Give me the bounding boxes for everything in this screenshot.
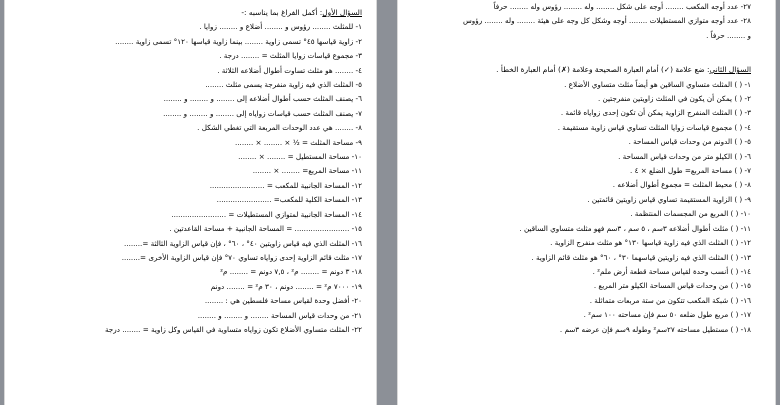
fill-item: ٦- يصنف المثلث حسب أطوال أضلاعه إلى ........ و ........ و ........	[163, 94, 362, 104]
fill-item: ٧- يصنف المثلث حسب قياسات زواياه إلى ........ و ........ و ........	[163, 108, 362, 118]
fill-item: ١٦- المثلث الذي فيه قياس زاويتين ٤٠° ، ٦٠° ، فإن قياس الزاوية الثالثة =........	[124, 238, 362, 248]
true-false-item: ٢- ( ) يمكن أن يكون في المثلث زاويتين منفرجتين .	[597, 94, 751, 104]
true-false-item: ١٢- ( ) المثلث الذي فيه زاوية قياسها ١٣٠° هو مثلث منفرج الزاوية .	[550, 238, 751, 248]
fill-item: ٢١- من وحدات قياس المساحة ........ و ........ و ........	[197, 310, 362, 320]
fill-item: ١٣- المساحة الكلية للمكعب= ........................	[216, 195, 362, 205]
true-false-item: ٥- ( ) الدونم من وحدات قياس المساحة .	[628, 137, 751, 147]
question-two-heading	[408, 63, 751, 77]
fill-item: ٥- المثلث الذي فيه زاوية منفرجة يسمى مثلث ........	[205, 80, 362, 90]
true-false-item: ١٣- ( ) المثلث الذي فيه زاويتين قياسهما ٣٠° ، ٦٠° هو مثلث قائم الزاوية .	[531, 252, 751, 262]
fill-item: ٤- ........ هو مثلث تساوت أطوال أضلاعه الثلاثة .	[217, 65, 362, 75]
true-false-item: ١٧- ( ) مربع طول ضلعه ٥٠ سم فإن مساحته ١٠٠ سم² .	[583, 310, 751, 320]
fill-item: ١- للمثلث ........ رؤوس و ........ أضلاع و ........ زوايا .	[199, 22, 362, 32]
true-false-item: ١١- ( ) مثلث أطوال أضلاعه ٣سم ، ٥ سم ، ٣سم فهو مثلث متساوي الساقين .	[519, 223, 751, 233]
fill-item: ١٨- ٣ دونم = ........ م² ، ٧,٥ دونم = ........ م²	[220, 267, 362, 277]
fill-item: ٢- زاوية قياسها ٤٥° تسمى زاوية ........ بينما زاوية قياسها ١٢٠° تسمى زاوية ........	[115, 36, 362, 46]
fill-item: ١٧- مثلث قائم الزاوية إحدى زواياه تساوي ٧٠° فإن قياس الزاوية الأخرى =........	[121, 252, 362, 262]
true-false-item: ١٦- ( ) شبكة المكعب تتكون من ستة مربعات متماثلة .	[589, 295, 751, 305]
true-false-item: ١٥- ( ) من وحدات قياس المساحة الكيلو متر المربع .	[593, 281, 751, 291]
question-one-label: السؤال الأول	[322, 8, 362, 17]
fill-item: ١٤- المساحة الجانبية لمتوازي المستطيلات = ........................	[171, 209, 362, 219]
question-one-heading	[13, 6, 362, 20]
fill-item: ٢٠- أفضل وحدة لقياس مساحة فلسطين هي : ........	[204, 296, 362, 306]
true-false-item: ٧- ( ) مساحة المربع= طول الضلع × ٤ .	[629, 166, 751, 176]
worksheet-page-left	[4, 0, 377, 405]
true-false-item: ٦- ( ) الكيلو متر من وحدات قياس المساحة .	[618, 151, 751, 161]
fill-item: ١١- مساحة المربع= ........ × ........	[252, 166, 362, 176]
continued-item: ٢٧- عدد أوجه المكعب ........ أوجه على شكل ........ وله ........ رؤوس وله ........ حرفاً	[493, 2, 751, 11]
true-false-item: ٣- ( ) المثلث المنفرج الزاوية يمكن أن تكون إحدى زواياه قائمة .	[560, 108, 751, 118]
true-false-item: ٩- ( ) الزاوية المستقيمة تساوي قياس زاويتين قائمتين .	[587, 194, 751, 204]
fill-item: ١٩- ٧٠٠٠ م² = ........ دونم ، ٣٠ م² = ........ دونم	[210, 281, 362, 291]
true-false-item: ١٠- ( ) المربع من المجسمات المنتظمة .	[630, 209, 751, 219]
fill-item: ١٥- ........................ = المساحة الجانبية + مساحة القاعدتين .	[169, 224, 362, 234]
worksheet-page-right	[397, 0, 776, 405]
fill-item: ٢٢- المثلث متساوي الأضلاع تكون زواياه متساوية في القياس وكل زاوية = ........ درجة	[104, 324, 362, 334]
true-false-item: ١- ( ) المثلث متساوي الساقين هو أيضاً مثلث متساوي الأضلاع .	[564, 79, 751, 89]
continued-item: ٢٨- عدد أوجه متوازي المستطيلات ........ أوجه وشكل كل وجه على هيئة ........ وله ........ رؤوس	[463, 16, 751, 26]
question-two-label: السؤال الثاني	[709, 65, 751, 75]
fill-item: ٩- مساحة المثلث = ½ × ........ × ........	[234, 137, 362, 147]
true-false-item: ٨- ( ) محيط المثلث = مجموع أطوال أضلاعه .	[612, 180, 751, 190]
question-one-instruction: : أكمل الفراغ بما يناسبه :-	[241, 8, 323, 17]
fill-item: ٨- ........ هي عدد الوحدات المربعة التي تغطي الشكل .	[197, 123, 362, 133]
fill-item: ١٢- المساحة الجانبية للمكعب = ........................	[209, 180, 362, 190]
fill-item: ١٠- مساحة المستطيل = ........ × ........	[238, 152, 362, 162]
question-two-instruction: : ضع علامة (✓) أمام العبارة الصحيحة وعلامة (✗) أمام العبارة الخطأ .	[496, 65, 710, 75]
true-false-item: ١٨- ( ) مستطيل مساحته ٢٧سم² وطوله ٩سم فإن عرضه ٣سم .	[559, 324, 751, 334]
true-false-item: ١٤- ( ) أنسب وحدة لقياس مساحة قطعة أرض ملم² .	[592, 266, 751, 276]
true-false-item: ٤- ( ) مجموع قياسات زوايا المثلث تساوي قياس زاوية مستقيمة .	[557, 122, 751, 132]
fill-item: ٣- مجموع قياسات زوايا المثلث = ........ درجة .	[219, 51, 362, 61]
continued-item: و ........ حرفاً .	[706, 30, 751, 40]
